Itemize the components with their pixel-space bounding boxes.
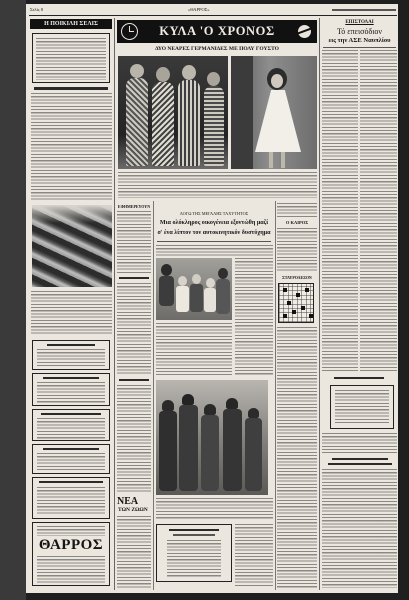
model-figure [204,86,224,166]
boxed-item [330,385,394,429]
advertisement [156,524,232,582]
child-face [178,276,187,286]
fashion-photo-right [231,56,317,169]
ad-body [37,556,105,583]
photo-sky [32,205,112,223]
feature-banner [117,20,317,43]
child-body [190,284,203,312]
ad-body [167,540,221,578]
article-headline [119,379,149,381]
soldier-helmet [182,394,194,405]
date-line [332,9,396,11]
animals-title-big: ΝΕΑ [117,496,139,507]
letters-headline-2: εις την ΑΣΕ Ναυπλίου [328,37,391,44]
soldier-helmet [162,400,174,411]
article-headline [334,377,384,379]
model-figure [178,80,200,166]
article-headline [119,277,149,279]
crossword-black-square [301,306,305,310]
page-number: Σελίς 8 [30,7,44,12]
feature-caption [118,172,317,198]
clock-icon [121,23,138,40]
soldier-helmet [226,398,238,409]
ad-title [39,481,103,483]
child-face [192,274,201,284]
crossword-black-square [283,288,287,292]
letters-section: ΕΠΙΣΤΟΛΑΙ [345,20,374,25]
pipes-photo [32,205,112,287]
header-rule [29,15,397,16]
article-headline [34,87,108,90]
soldier-figure [245,418,262,491]
photo-caption [156,498,273,520]
advertisement [32,373,110,406]
headline-rule [157,241,271,242]
boxed-item [32,33,110,83]
crossword-clues [277,327,317,588]
crossword-heading: ΣΤΑΥΡΟΛΕΞΟΝ [282,275,312,280]
ad-body [37,349,105,368]
model-head [182,65,196,80]
story-headline-1: Μια ολόκληρος οικογένεια εξοντώθη μαζί [159,220,269,226]
article-body [117,211,151,273]
model-figure [152,82,174,166]
crossword-black-square [283,314,287,318]
feature-banner-title: ΚΥΛΑ 'Ο ΧΡΟΝΟΣ [159,24,275,38]
soldier-figure [179,405,198,491]
white-dress [255,90,301,152]
tharros-ad-title: ΘΑΡΡΟΣ [38,537,104,553]
ad-body [37,453,105,472]
section-banner-label: Η ΠΟΙΚΙΛΗ ΣΕΛΙΣ [44,21,98,27]
masthead: «ΘΑΡΡΟΣ» [188,7,210,12]
tharros-advertisement [32,522,110,586]
model-leg [269,152,273,168]
soldier-figure [201,415,219,491]
clock-hand [129,31,134,32]
crossword-black-square [292,310,296,314]
duty-heading: ΕΦΗΜΕΡΕΥΟΥΝ [117,204,151,209]
weather-body [277,228,317,272]
letters-headline-1: Τό επεισόδιον [336,27,383,36]
advertisement [32,444,110,474]
ad-body [37,418,105,439]
globe-icon [298,25,311,38]
ad-subtitle [173,534,215,536]
article-body [360,50,397,372]
child-body [204,288,216,312]
crossword-black-square [305,288,309,292]
column-rule [114,18,115,590]
article-body [322,433,397,453]
weather-heading: Ο ΚΑΙΡΟΣ [285,220,309,225]
section-banner [30,19,112,29]
child-face [206,278,215,288]
photo-shadow [231,56,253,169]
story-kicker: ΛΟΓΩ ΤΗΣ ΜΕΓΑΛΗΣ ΤΑΧΥΤΗΤΟΣ [179,211,249,216]
crossword-black-square [309,314,313,318]
crossword-grid [278,283,314,323]
soldier-helmet [248,408,259,418]
model-figure [126,78,148,166]
headline-rule [323,47,396,48]
advertisement [32,340,110,370]
ad-title [41,413,101,415]
soldier-helmet [204,404,216,415]
child-body [176,286,189,312]
article-body [36,38,106,80]
article-body [235,258,273,375]
model-head [207,72,220,86]
feature-subtitle: ΔΥΟ ΝΕΑΡΕΣ ΓΕΡΜΑΝΙΔΕΣ ΜΕ ΠΟΛΥ ΓΟΥΣΤΟ [155,46,279,52]
article-body [117,283,151,375]
soldier-figure [159,411,177,491]
article-body [31,93,112,201]
article-body [117,516,151,588]
ad-title [169,529,219,531]
article-body [335,390,389,425]
ad-body [37,382,105,404]
crossword-black-square [296,293,300,297]
article-body [117,385,151,493]
person-head [218,268,228,279]
model-head [130,64,144,78]
photo-caption [31,291,112,336]
column-rule [319,18,320,590]
person-head [161,264,172,276]
person-body [216,279,230,314]
soldiers-photo [156,380,268,495]
scan-margin [0,0,26,600]
article-headline [328,463,392,465]
article-body [235,524,273,588]
family-photo [156,258,232,320]
ad-body [37,526,105,536]
column-rule [275,201,276,590]
ad-title [43,377,99,379]
column-rule [153,201,154,590]
crossword-black-square [287,301,291,305]
article-body [156,245,273,256]
article-body [322,469,397,588]
person-body [159,276,174,306]
model-leg [281,152,285,168]
article-body [277,203,317,217]
model-face [271,74,283,88]
soldier-figure [223,409,242,491]
advertisement [32,477,110,519]
ad-title [43,448,99,450]
story-headline-2: σ' ένα λίπτον τον αυτοκινητικόν δυστύχημα [157,230,271,236]
animals-title-small: ΤΩΝ ΖΩΩΝ [118,507,148,513]
article-headline [332,458,388,460]
photo-caption [156,323,232,375]
advertisement [32,409,110,441]
ad-body [37,487,105,516]
model-head [156,67,170,82]
globe-ring [296,27,313,35]
ad-title [47,344,95,346]
article-body [322,50,358,372]
fashion-photo-left [118,56,228,169]
